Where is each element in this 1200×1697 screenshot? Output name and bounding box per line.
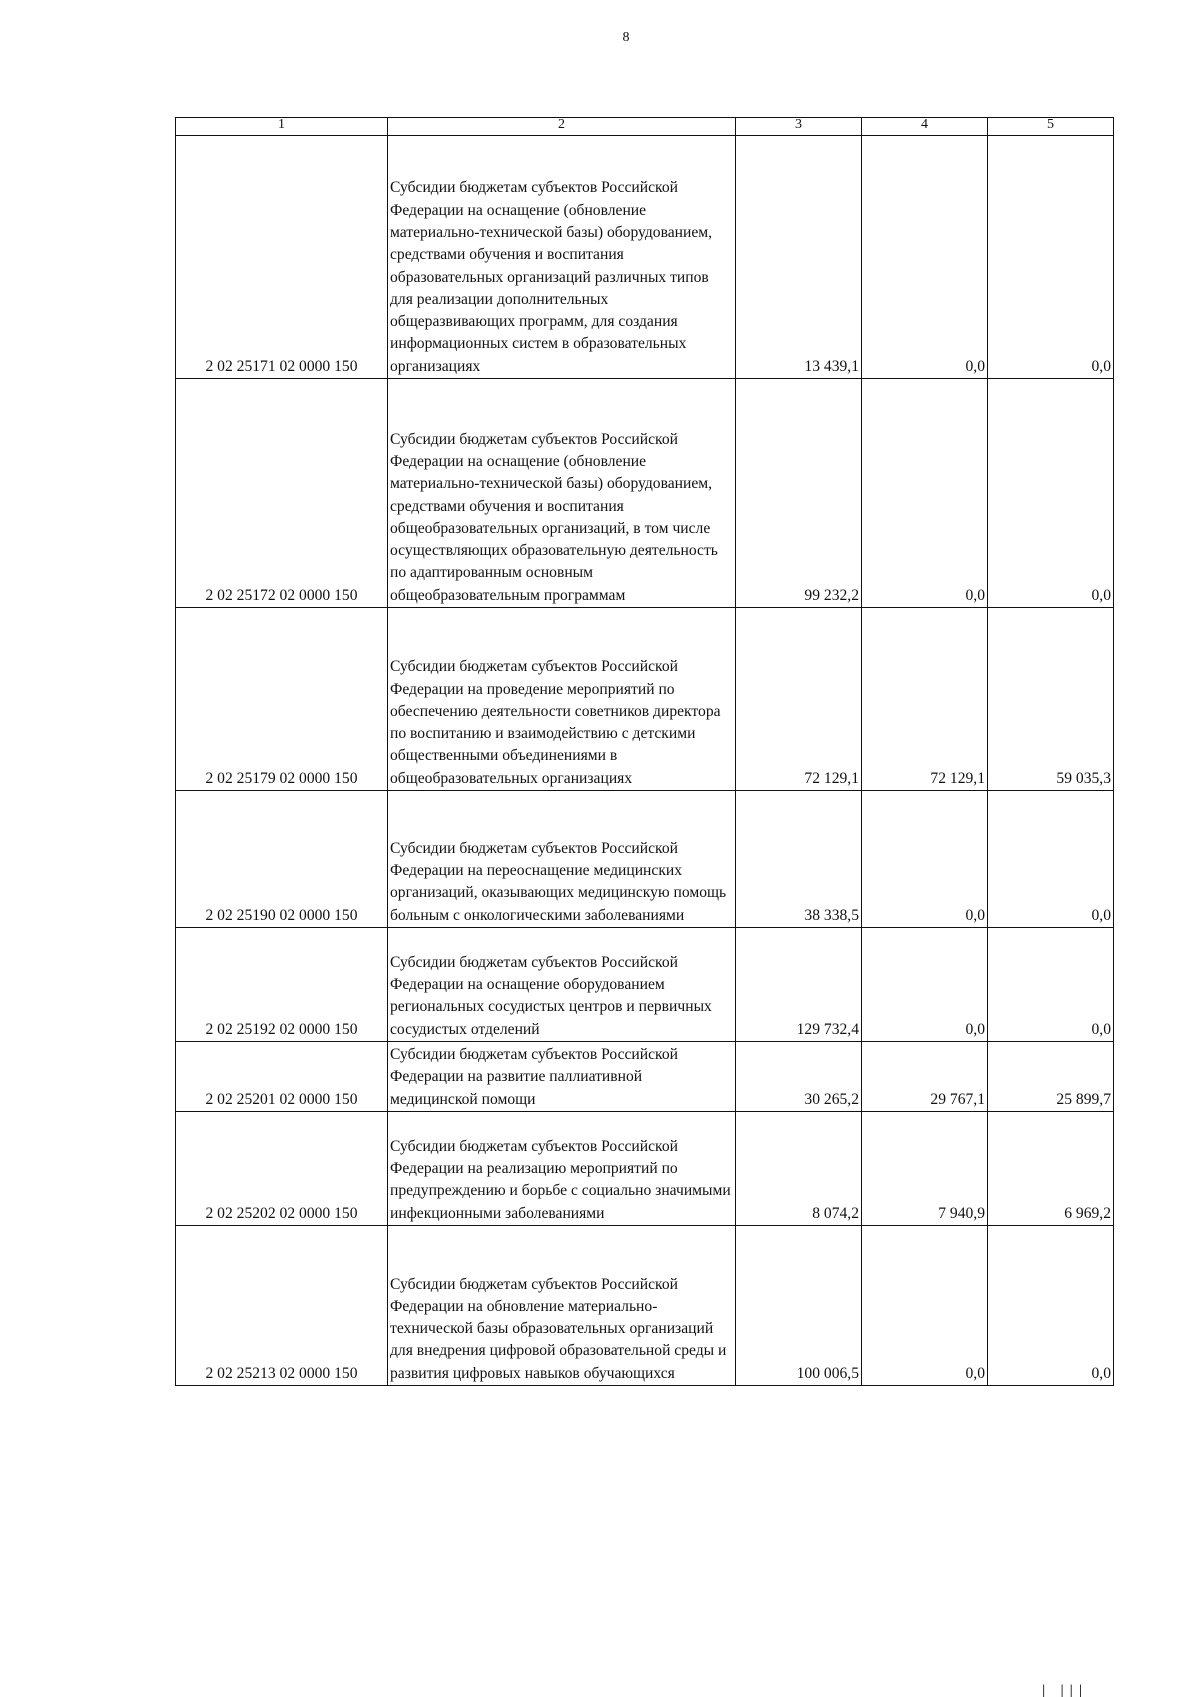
table-row (176, 1112, 1114, 1226)
description-cell: Субсидии бюджетам субъектов Российской Федерации на оснащение (обновление материально-технической базы) оборудованием, средствами обучения и воспитания образовательных организаций различных типов для реализации дополнительных общеразвивающих программ, для создания информационных систем в образовательных организациях (388, 136, 736, 379)
budget-code-cell: 2 02 25172 02 0000 150 (176, 379, 388, 608)
amount-col4-cell: 0,0 (862, 379, 988, 608)
column-header-4: 4 (862, 118, 988, 136)
budget-table (175, 117, 1114, 1386)
table-row (176, 928, 1114, 1042)
budget-code-cell: 2 02 25192 02 0000 150 (176, 928, 388, 1042)
table-row (176, 791, 1114, 928)
amount-col3-cell: 100 006,5 (736, 1226, 862, 1386)
table-row (176, 136, 1114, 379)
amount-col5-cell: 0,0 (988, 136, 1114, 379)
amount-col4-cell: 7 940,9 (862, 1112, 988, 1226)
amount-col4-cell: 0,0 (862, 1226, 988, 1386)
amount-col4-cell: 29 767,1 (862, 1042, 988, 1112)
amount-col3-cell: 30 265,2 (736, 1042, 862, 1112)
amount-col4-cell: 0,0 (862, 928, 988, 1042)
budget-code-cell: 2 02 25171 02 0000 150 (176, 136, 388, 379)
amount-col4-cell: 0,0 (862, 791, 988, 928)
amount-col3-cell: 72 129,1 (736, 608, 862, 791)
table-row (176, 379, 1114, 608)
amount-col4-cell: 0,0 (862, 136, 988, 379)
table-row (176, 1042, 1114, 1112)
amount-col5-cell: 0,0 (988, 791, 1114, 928)
column-header-1: 1 (176, 118, 388, 136)
table-row (176, 1226, 1114, 1386)
amount-col3-cell: 38 338,5 (736, 791, 862, 928)
description-cell: Субсидии бюджетам субъектов Российской Федерации на оснащение (обновление материально-технической базы) оборудованием, средствами обучения и воспитания общеобразовательных организаций, в том числе осуществляющих образовательную деятельность по адаптированным основным общеобразовательным программам (388, 379, 736, 608)
column-header-3: 3 (736, 118, 862, 136)
budget-code-cell: 2 02 25202 02 0000 150 (176, 1112, 388, 1226)
description-cell: Субсидии бюджетам субъектов Российской Федерации на развитие паллиативной медицинской помощи (388, 1042, 736, 1112)
budget-code-cell: 2 02 25179 02 0000 150 (176, 608, 388, 791)
amount-col3-cell: 13 439,1 (736, 136, 862, 379)
table-header-row (176, 118, 1114, 136)
description-cell: Субсидии бюджетам субъектов Российской Федерации на переоснащение медицинских организаций, оказывающих медицинскую помощь больным с онкологическими заболеваниями (388, 791, 736, 928)
budget-code-cell: 2 02 25201 02 0000 150 (176, 1042, 388, 1112)
description-cell: Субсидии бюджетам субъектов Российской Федерации на проведение мероприятий по обеспечению деятельности советников директора по воспитанию и взаимодействию с детскими общественными объединениями в общеобразовательных организациях (388, 608, 736, 791)
page-number: 8 (622, 30, 630, 45)
description-cell: Субсидии бюджетам субъектов Российской Федерации на обновление материально-технической базы образовательных организаций для внедрения цифровой образовательной среды и развития цифровых навыков обучающихся (388, 1226, 736, 1386)
amount-col3-cell: 129 732,4 (736, 928, 862, 1042)
amount-col5-cell: 6 969,2 (988, 1112, 1114, 1226)
budget-code-cell: 2 02 25190 02 0000 150 (176, 791, 388, 928)
amount-col5-cell: 0,0 (988, 1226, 1114, 1386)
description-cell: Субсидии бюджетам субъектов Российской Федерации на реализацию мероприятий по предупреждению и борьбе с социально значимыми инфекционными заболеваниями (388, 1112, 736, 1226)
amount-col5-cell: 0,0 (988, 379, 1114, 608)
amount-col4-cell: 72 129,1 (862, 608, 988, 791)
amount-col5-cell: 59 035,3 (988, 608, 1114, 791)
scan-marks: | ||| (1040, 1683, 1087, 1697)
column-header-2: 2 (388, 118, 736, 136)
budget-code-cell: 2 02 25213 02 0000 150 (176, 1226, 388, 1386)
amount-col3-cell: 8 074,2 (736, 1112, 862, 1226)
amount-col3-cell: 99 232,2 (736, 379, 862, 608)
column-header-5: 5 (988, 118, 1114, 136)
table-row (176, 608, 1114, 791)
amount-col5-cell: 25 899,7 (988, 1042, 1114, 1112)
amount-col5-cell: 0,0 (988, 928, 1114, 1042)
description-cell: Субсидии бюджетам субъектов Российской Федерации на оснащение оборудованием региональных сосудистых центров и первичных сосудистых отделений (388, 928, 736, 1042)
